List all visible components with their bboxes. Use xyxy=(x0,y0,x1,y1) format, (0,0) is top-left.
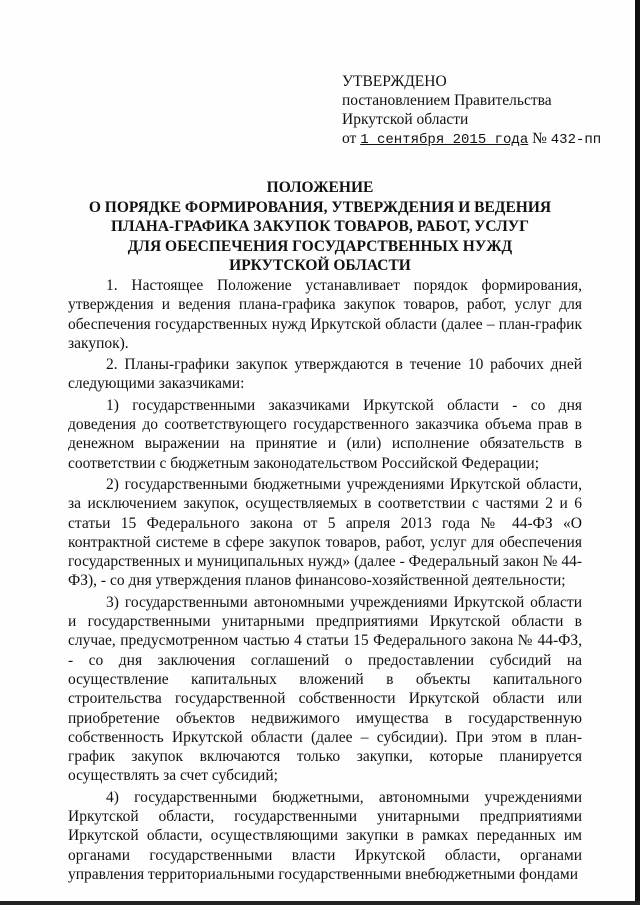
paragraph-2-item-2: 2) государственными бюджетными учреждениями Иркутской области, за исключением закупок, осуществляемых в соответствии с частями 2 и 6 статьи 15 Федерального закона от 5 апреля 2013 года № 44-ФЗ «О контрактной системе в сфере закупок товаров, работ, услуг для обеспечения государственных и муниципальных нужд» (далее - Федеральный закон № 44-ФЗ), - со дня утверждения планов финансово-хозяйственной деятельности; xyxy=(68,475,582,590)
paragraph-2: 2. Планы-графики закупок утверждаются в течение 10 рабочих дней следующими заказчиками: xyxy=(68,356,582,393)
approval-decree-line: постановлением Правительства xyxy=(342,92,552,109)
approval-date-value: 1 сентября 2015 года xyxy=(360,132,529,148)
title-line-5: ИРКУТСКОЙ ОБЛАСТИ xyxy=(229,257,411,274)
scan-edge-bottom xyxy=(0,901,640,905)
approval-number-value: 432-пп xyxy=(550,132,602,148)
scan-edge-right xyxy=(635,0,640,905)
paragraph-2-item-1: 1) государственными заказчиками Иркутской области - со дня доведения до соответствующего государственного заказчика объема прав в денежном выражении на принятие и (или) исполнение обязательств в соответствии с бюджетным законодательством Российской Федерации; xyxy=(68,396,582,472)
document-title xyxy=(60,178,580,276)
approval-region-line: Иркутской области xyxy=(342,111,469,128)
paragraph-1: 1. Настоящее Положение устанавливает порядок формирования, утверждения и ведения плана-графика закупок товаров, работ, услуг для обеспечения государственных нужд Иркутской области (далее – план-график закупок). xyxy=(68,277,582,352)
approval-heading: УТВЕРЖДЕНО xyxy=(342,73,447,90)
title-line-2: О ПОРЯДКЕ ФОРМИРОВАНИЯ, УТВЕРЖДЕНИЯ И ВЕДЕНИЯ xyxy=(88,198,552,216)
title-line-3: ПЛАНА-ГРАФИКА ЗАКУПОК ТОВАРОВ, РАБОТ, УСЛУГ xyxy=(110,218,529,235)
approval-stamp xyxy=(342,72,601,150)
paragraph-2-item-3: 3) государственными автономными учреждениями Иркутской области и государственными унитарными предприятиями Иркутской области в случае, предусмотренном частью 4 статьи 15 Федерального закона № 44-ФЗ, - со дня заключения соглашений о предоставлении субсидий на осуществление капитальных вложений в объекты капитального строительства государственной собственности Иркутской области или приобретение объектов недвижимого имущества в государственную собственность Иркутской области (далее – субсидии). При этом в план-график закупок включаются только закупки, которые планируется осуществлять за счет субсидий; xyxy=(68,593,582,785)
title-line-1: ПОЛОЖЕНИЕ xyxy=(266,179,374,196)
title-line-4: ДЛЯ ОБЕСПЕЧЕНИЯ ГОСУДАРСТВЕННЫХ НУЖД xyxy=(127,237,513,255)
approval-number-sign: № xyxy=(532,130,547,147)
approval-date-line xyxy=(342,129,601,150)
paragraph-2-item-4: 4) государственными бюджетными, автономными учреждениями Иркутской области, государственными унитарными предприятиями Иркутской области, осуществляющими закупки в рамках переданных им органами государственными власти Иркутской области, органами управления территориальными государственными внебюджетными фондами xyxy=(68,788,582,883)
document-body xyxy=(68,276,582,886)
approval-date-prefix: от xyxy=(342,130,357,147)
